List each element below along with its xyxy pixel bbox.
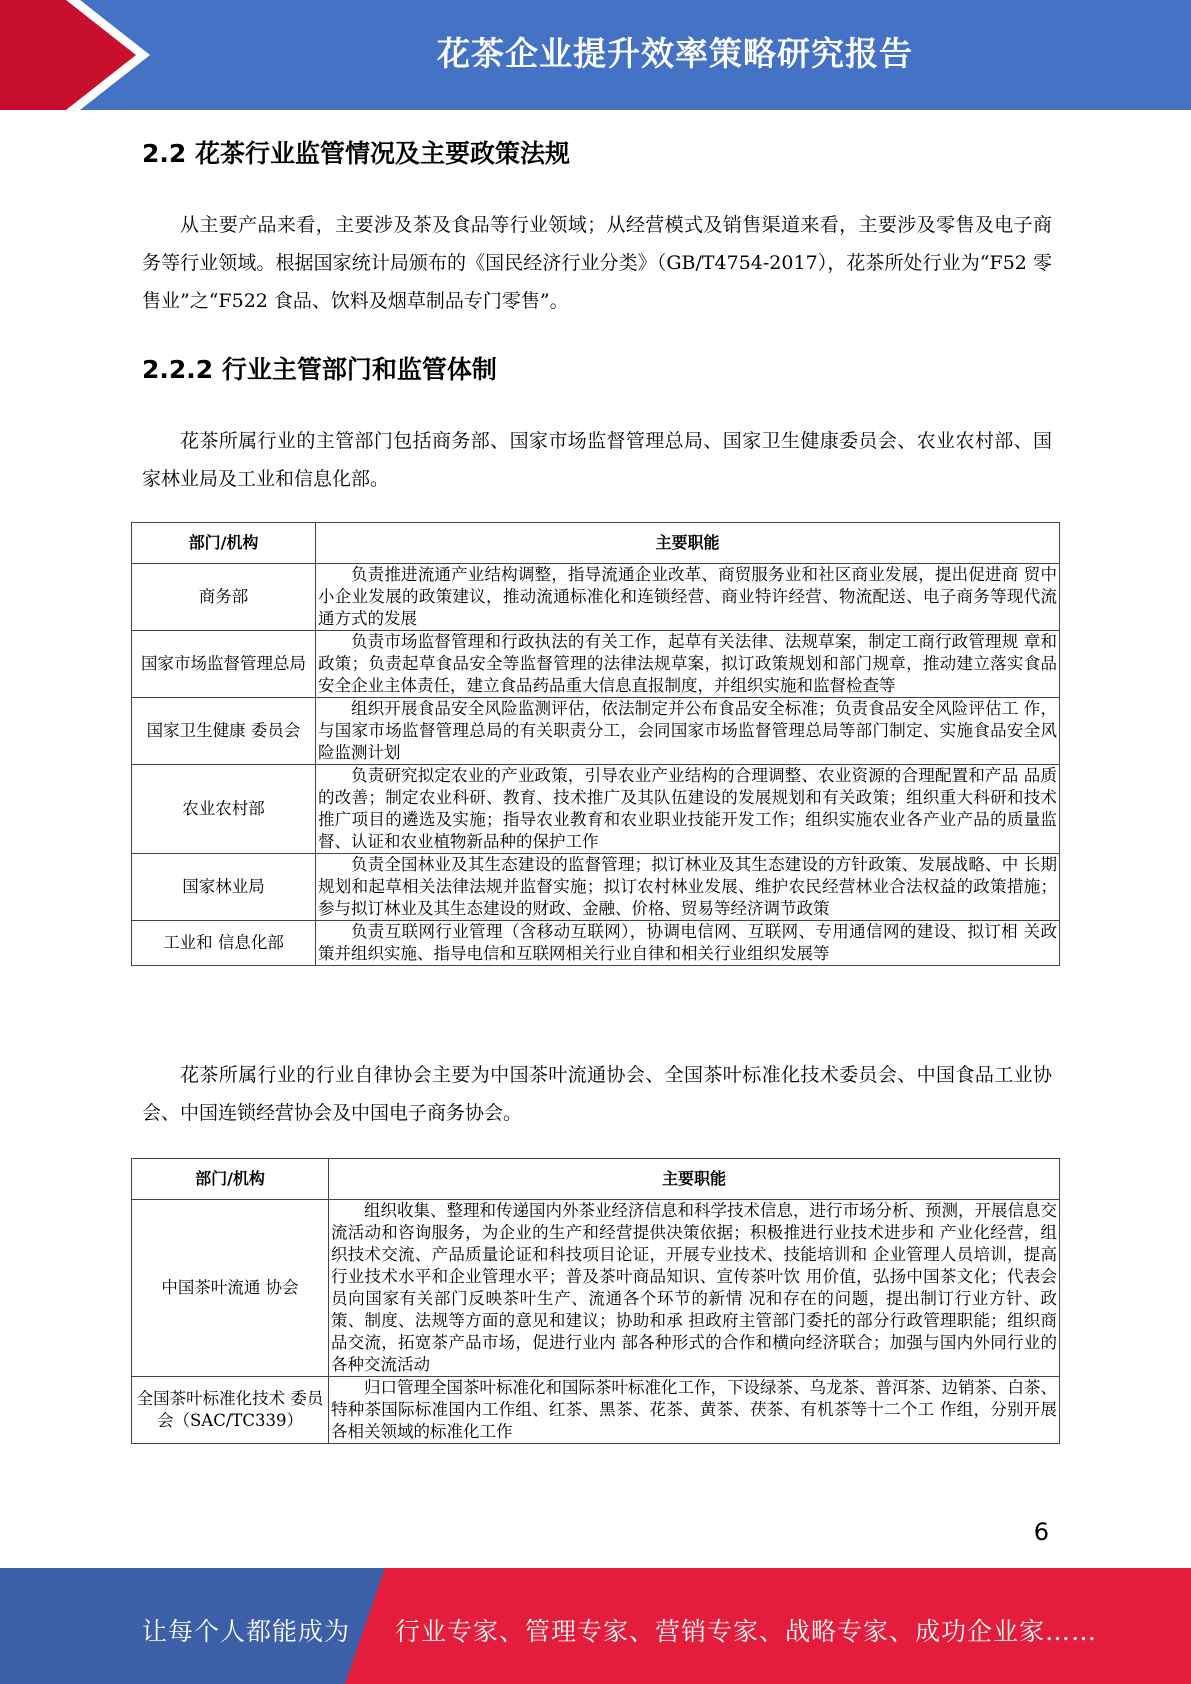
table-row [132, 631, 1060, 698]
table-row [132, 765, 1060, 854]
header-banner [0, 0, 1191, 110]
footer-slogan-right: 行业专家、管理专家、营销专家、战略专家、成功企业家…… [395, 1617, 1098, 1646]
table-header-row [132, 523, 1060, 564]
association-intro-paragraph: 花茶所属行业的行业自律协会主要为中国茶叶流通协会、全国茶叶标准化技术委员会、中国食品工业协会、中国连锁经营协会及中国电子商务协会。 [142, 1064, 1052, 1124]
org-cell: 工业和 信息化部 [132, 921, 316, 966]
org-cell: 国家林业局 [132, 854, 316, 921]
column-header-org: 部门/机构 [132, 1159, 329, 1200]
table-row [132, 1200, 1060, 1377]
footer-slogan-left: 让每个人都能成为 [142, 1617, 351, 1646]
duty-cell: 负责互联网行业管理（含移动互联网），协调电信网、互联网、专用通信网的建设、拟订相 关政策并组织实施、指导电信和互联网相关行业自律和相关行业组织发展等 [316, 921, 1060, 966]
section-intro-paragraph: 从主要产品来看，主要涉及茶及食品等行业领域；从经营模式及销售渠道来看，主要涉及零售及电子商务等行业领域。根据国家统计局颁布的《国民经济行业分类》（GB/T4754-2017），花茶所处行业为“F52 零售业”之“F522 食品、饮料及烟草制品专门零售”。 [142, 214, 1052, 312]
footer-banner [0, 1568, 1191, 1684]
report-title: 花茶企业提升效率策略研究报告 [437, 34, 913, 73]
column-header-org: 部门/机构 [132, 523, 316, 564]
table-header-row [132, 1159, 1060, 1200]
duty-cell: 负责市场监督管理和行政执法的有关工作，起草有关法律、法规草案，制定工商行政管理规 章和政策；负责起草食品安全等监督管理的法律法规草案，拟订政策规划和部门规章，推动建立落实食品安全企业主体责任，建立食品药品重大信息直报制度，并组织实施和监督检查等 [316, 631, 1060, 698]
org-cell: 农业农村部 [132, 765, 316, 854]
table-row [132, 564, 1060, 631]
section-heading: 2.2 花茶行业监管情况及主要政策法规 [142, 139, 570, 168]
duty-cell: 组织收集、整理和传递国内外茶业经济信息和科学技术信息，进行市场分析、预测，开展信息交流活动和咨询服务，为企业的生产和经营提供决策依据；积极推进行业技术进步和 产业化经营，组织技术交流、产品质量论证和科技项目论证，开展专业技术、技能培训和 企业管理人员培训，提高行业技术水平和企业管理水平；普及茶叶商品知识、宣传茶叶饮 用价值，弘扬中国茶文化；代表会员向国家有关部门反映茶叶生产、流通各个环节的新情 况和存在的问题，提出制订行业方针、政策、制度、法规等方面的意见和建议；协助和承 担政府主管部门委托的部分行政管理职能；组织商品交流，拓宽茶产品市场，促进行业内 部各种形式的合作和横向经济联合；加强与国内外同行业的各种交流活动 [329, 1200, 1060, 1377]
duty-cell: 归口管理全国茶叶标准化和国际茶叶标准化工作，下设绿茶、乌龙茶、普洱茶、边销茶、白茶、特种茶国际标准国内工作组、红茶、黑茶、花茶、黄茶、茯茶、有机茶等十二个工 作组，分别开展各相关领域的标准化工作 [329, 1377, 1060, 1444]
org-cell: 商务部 [132, 564, 316, 631]
page-number: 6 [1033, 1518, 1049, 1546]
org-cell: 国家卫生健康 委员会 [132, 698, 316, 765]
table-row [132, 854, 1060, 921]
subsection-heading: 2.2.2 行业主管部门和监管体制 [142, 355, 497, 384]
column-header-duty: 主要职能 [316, 523, 1060, 564]
table-row [132, 698, 1060, 765]
duty-cell: 负责推进流通产业结构调整，指导流通企业改革、商贸服务业和社区商业发展，提出促进商 贸中小企业发展的政策建议，推动流通标准化和连锁经营、商业特许经营、物流配送、电子商务等现代流通方式的发展 [316, 564, 1060, 631]
org-cell: 中国茶叶流通 协会 [132, 1200, 329, 1377]
association-table [131, 1158, 1060, 1444]
column-header-duty: 主要职能 [329, 1159, 1060, 1200]
duty-cell: 负责全国林业及其生态建设的监督管理；拟订林业及其生态建设的方针政策、发展战略、中 长期规划和起草相关法律法规并监督实施；拟订农村林业发展、维护农民经营林业合法权益的政策措施；参与拟订林业及其生态建设的财政、金融、价格、贸易等经济调节政策 [316, 854, 1060, 921]
regulator-table [131, 522, 1060, 966]
duty-cell: 组织开展食品安全风险监测评估，依法制定并公布食品安全标准；负责食品安全风险评估工 作，与国家市场监督管理总局的有关职责分工，会同国家市场监督管理总局等部门制定、实施食品安全风险监测计划 [316, 698, 1060, 765]
table-row [132, 921, 1060, 966]
subsection-intro-paragraph: 花茶所属行业的主管部门包括商务部、国家市场监督管理总局、国家卫生健康委员会、农业农村部、国家林业局及工业和信息化部。 [142, 430, 1052, 490]
table-row [132, 1377, 1060, 1444]
org-cell: 国家市场监督管理总局 [132, 631, 316, 698]
page-cutoff-mask [120, 1462, 1080, 1492]
org-cell: 全国茶叶标准化技术 委员会（SAC/TC339） [132, 1377, 329, 1444]
duty-cell: 负责研究拟定农业的产业政策，引导农业产业结构的合理调整、农业资源的合理配置和产品 品质的改善；制定农业科研、教育、技术推广及其队伍建设的发展规划和有关政策；组织重大科研和技术推广项目的遴选及实施；指导农业教育和农业职业技能开发工作；组织实施农业各产业产品的质量监督、认证和农业植物新品种的保护工作 [316, 765, 1060, 854]
